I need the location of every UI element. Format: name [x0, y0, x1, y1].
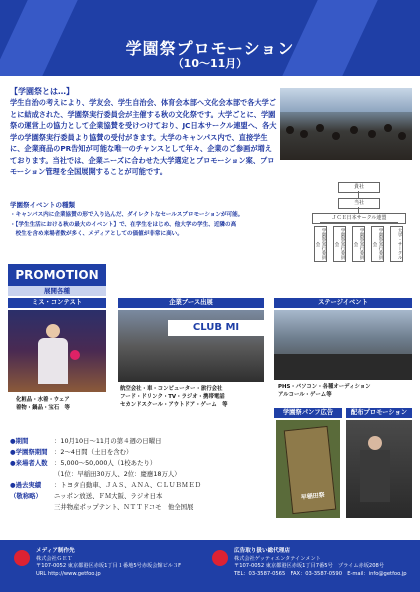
section-label-pamphlet: 学園祭パンフ広告	[274, 408, 342, 418]
contestant-figure	[46, 324, 60, 338]
crowd-figure	[368, 130, 376, 138]
detail-row	[10, 447, 254, 458]
events-line: 校生を含め来場者数が多く、メディアとしての価値が非常に高い。	[10, 231, 183, 237]
crowd-figure	[398, 132, 406, 140]
org-node-client: 貴社	[338, 182, 380, 193]
footer-right-name: 広告取り扱い総代理店	[234, 548, 290, 554]
detail-label: （敬称略）	[10, 492, 42, 500]
company-logo-icon	[212, 550, 228, 566]
crowd-figure	[350, 126, 358, 134]
events-title: 学園祭イベントの種類	[10, 201, 75, 209]
org-node-union: ＪＣＥ日本サークル連盟	[312, 213, 406, 224]
detail-value: ニッポン放送、ＦＭ大阪、ラジオ日本	[54, 492, 163, 500]
distribution-photo	[346, 420, 412, 518]
footer-right-info	[234, 548, 418, 578]
detail-label: ●来場者人数	[10, 459, 48, 467]
org-branch: 学園祭実行委員会	[314, 226, 327, 262]
detail-value: ：10月10日〜11月の第４週の日曜日	[54, 437, 162, 445]
miss-contest-photo	[8, 310, 106, 392]
detail-value: 三井物産ポップテント、ＮＴＴドコモ 他全国展	[54, 503, 194, 511]
detail-label: ●過去実績	[10, 481, 42, 489]
footer-left-url[interactable]: URL http://www.getfoo.jp	[36, 570, 101, 577]
section-label-booth: 企業ブース出展	[118, 298, 264, 308]
pamphlet-cover	[284, 426, 337, 514]
stage-crowd-shape	[274, 354, 412, 380]
org-branch: 学園祭実行委員会	[352, 226, 365, 262]
footer-left-address: 〒107-0052 東京都港区赤坂1丁目１番地5号赤坂会館ビル３F	[36, 563, 182, 569]
detail-row	[10, 502, 254, 513]
org-connector	[320, 222, 398, 223]
detail-row	[10, 458, 254, 469]
crowd-figure	[332, 132, 340, 140]
detail-row	[10, 491, 254, 502]
detail-row	[10, 469, 254, 480]
booth-banner: CLUB MI	[168, 320, 264, 336]
crowd-photo	[280, 88, 412, 160]
intro-body: 学生自治の考えにより、学友会、学生自治会、体育会本部へ文化会本部で各大学ごとに結成された、学園祭実行委員会が主催する秋の文化祭です。大学ごとに、学園祭の運営上の協力として企業協賛を受けつけており、JC日本サークル連盟へ、各大学の学園祭実行委員より協賛の受付がきます。大学のキャンパス内で、直接学生に、企業商品のPR告知が可能な唯一のチャンスとして年々、企業のご参画が増えております。当社では、企業ニーズに合わせた大学選定とプロモーション案、プロモーション管理を全国展開することが可能です。	[10, 98, 277, 176]
intro-heading: 【学園祭とは…】	[10, 87, 74, 96]
page-title: 学園祭プロモーション	[125, 39, 295, 58]
contestant-figure	[38, 338, 68, 384]
detail-value: ：トヨタ自動車、ＪＡＳ、ＡＮＡ、ＣＬＵＢＭＥＤ	[54, 481, 201, 489]
detail-value: ：2〜4日間（土日を含む）	[54, 448, 133, 456]
section-label-stage: ステージイベント	[274, 298, 412, 308]
bouquet-shape	[70, 350, 80, 360]
miss-contest-caption: 化粧品・水着・ウェア 着物・鍋品・宝石 等	[16, 397, 70, 411]
org-branch: 学園祭実行委員会	[333, 226, 346, 262]
promotion-heading: PROMOTION	[8, 264, 106, 286]
footer-right-company: 株式会社ゲッティエンタテインメント	[234, 555, 321, 562]
staff-figure	[368, 436, 382, 450]
detail-value: ：5,000〜50,000人（1校あたり）	[54, 459, 157, 467]
detail-label	[10, 502, 54, 513]
footer-left-company: 株式会社ＧＥＴ	[36, 555, 73, 562]
events-line: ・キャンパス内に企業協賛の形で入り込んだ、ダイレクトなセールスプロモーションが可能。	[10, 212, 244, 218]
org-connector	[358, 191, 359, 198]
detail-row	[10, 436, 254, 447]
details-list	[10, 436, 254, 513]
crowd-figure	[316, 124, 324, 132]
detail-label: ●学園祭期間	[10, 448, 48, 456]
header-banner	[0, 0, 420, 76]
detail-value: （1位：早稲田30万人、2位：慶應18万人）	[54, 470, 181, 478]
stage-photo	[274, 310, 412, 380]
crowd-figure	[286, 126, 294, 134]
footer	[0, 540, 420, 592]
footer-left-info	[36, 548, 206, 578]
footer-left-name: メディア制作先	[36, 548, 75, 554]
crowd-figure	[300, 130, 308, 138]
section-label-miss-contest: ミス・コンテスト	[8, 298, 106, 308]
promotion-subheading: 展開各種	[8, 286, 106, 296]
org-node-agency: 当社	[338, 198, 380, 209]
footer-right-address: 〒107-0052 東京都港区赤坂1丁目7番5号 プライム赤坂208号	[234, 563, 385, 569]
detail-label	[10, 469, 54, 480]
crowd-figure	[384, 124, 392, 132]
stage-caption: PHS・パソコン・各種オーディション アルコール・ゲーム等	[278, 384, 371, 398]
footer-right-contact[interactable]: TEL：03-3587-0565 FAX：03-3587-0590 E-mail：info@getfoo.jp	[234, 570, 407, 577]
page-subtitle: （10〜11月）	[172, 57, 248, 70]
crowd-photo-sky	[280, 88, 412, 112]
pamphlet-cover-title: 早稲田祭	[300, 491, 326, 502]
pamphlet-photo	[276, 420, 340, 518]
detail-label: ●期間	[10, 437, 29, 445]
booth-photo	[118, 310, 264, 382]
staff-figure	[360, 450, 390, 502]
detail-row	[10, 480, 254, 491]
org-branch: 大学・サークル	[390, 226, 403, 262]
company-logo-icon	[14, 550, 30, 566]
org-branch: 学園祭実行委員会	[371, 226, 384, 262]
section-label-distribution: 配布プロモーション	[346, 408, 412, 418]
booth-caption: 航空会社・車・コンピューター・旅行会社 フード・ドリンク・TV・ラジオ・携帯電話 セカンドスクール・アウトドア・ゲーム 等	[120, 386, 228, 408]
events-line: ・【学生生活における秋の最大のイベント】で、在学生をはじめ、他大学の学生、近隣の高	[10, 222, 237, 228]
